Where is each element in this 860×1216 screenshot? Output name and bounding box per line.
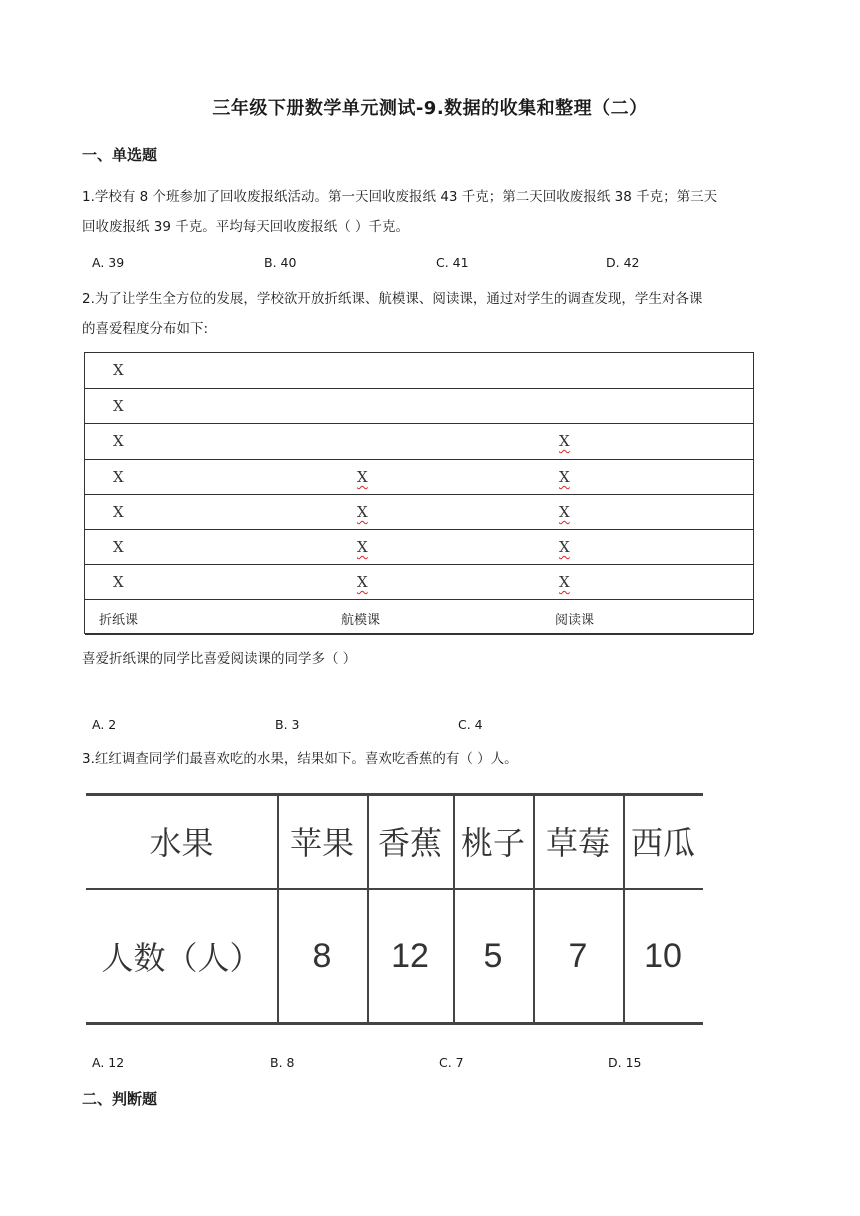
question-1 [82, 182, 782, 242]
tally-row [85, 353, 753, 389]
tally-row [85, 424, 753, 460]
tally-category-label: 航模课 [341, 613, 381, 628]
question-1-line-2: 回收废报纸 39 千克。平均每天回收废报纸（ ）千克。 [82, 219, 410, 235]
tally-category-label: 折纸课 [99, 613, 139, 628]
tally-row [85, 495, 753, 530]
question-3: 3.红红调查同学们最喜欢吃的水果，结果如下。喜欢吃香蕉的有（ ）人。 [82, 751, 518, 767]
option-b[interactable]: B. 3 [275, 717, 300, 732]
question-2 [82, 284, 782, 344]
fruit-survey-table [86, 793, 703, 1025]
tally-mark: X [113, 538, 124, 556]
tally-mark: X [113, 503, 124, 521]
fruit-name-cell: 桃子 [460, 824, 525, 862]
question-1-options [92, 255, 732, 275]
option-d[interactable]: D. 15 [608, 1055, 642, 1070]
question-2-options [92, 717, 732, 737]
tally-mark: X [357, 538, 368, 556]
tally-row [85, 565, 753, 600]
fruit-count-cell: 12 [391, 936, 429, 975]
tally-row [85, 530, 753, 565]
tally-mark: X [559, 468, 570, 486]
option-c[interactable]: C. 7 [439, 1055, 464, 1070]
fruit-count-cell: 8 [312, 936, 332, 975]
fruit-name-cell: 苹果 [289, 824, 354, 862]
option-a[interactable]: A. 12 [92, 1055, 125, 1070]
fruit-name-cell: 香蕉 [377, 824, 442, 862]
tally-mark: X [357, 503, 368, 521]
tally-row [85, 460, 753, 495]
tally-mark: X [113, 573, 124, 591]
section-heading-single-choice: 一、单选题 [82, 146, 158, 164]
row-header-fruit: 水果 [149, 824, 214, 862]
question-2-line-2: 的喜爱程度分布如下: [82, 321, 209, 337]
option-b[interactable]: B. 40 [264, 255, 297, 270]
tally-mark: X [559, 573, 570, 591]
section-heading-true-false: 二、判断题 [82, 1090, 158, 1108]
tally-mark: X [357, 573, 368, 591]
tally-chart [84, 352, 754, 634]
option-b[interactable]: B. 8 [270, 1055, 295, 1070]
page-title: 三年级下册数学单元测试-9.数据的收集和整理（二） [212, 98, 648, 119]
question-2-prompt: 喜爱折纸课的同学比喜爱阅读课的同学多（ ） [82, 651, 357, 667]
tally-mark: X [559, 538, 570, 556]
fruit-count-cell: 10 [644, 936, 682, 975]
option-c[interactable]: C. 41 [436, 255, 469, 270]
tally-mark: X [113, 468, 124, 486]
tally-mark: X [559, 503, 570, 521]
tally-row [85, 389, 753, 424]
option-d[interactable]: D. 42 [606, 255, 640, 270]
question-1-line-1: 1.学校有 8 个班参加了回收废报纸活动。第一天回收废报纸 43 千克；第二天回收废报纸 38 千克；第三天 [82, 189, 718, 205]
tally-mark: X [357, 468, 368, 486]
question-3-options [92, 1055, 732, 1075]
tally-mark: X [113, 397, 124, 415]
option-a[interactable]: A. 2 [92, 717, 117, 732]
fruit-count-cell: 5 [483, 936, 503, 975]
tally-label-row [85, 600, 753, 635]
row-header-count: 人数（人） [101, 939, 262, 977]
tally-mark: X [113, 432, 124, 450]
fruit-name-cell: 西瓜 [630, 824, 695, 862]
tally-mark: X [559, 432, 570, 450]
fruit-count-cell: 7 [568, 936, 588, 975]
option-a[interactable]: A. 39 [92, 255, 125, 270]
option-c[interactable]: C. 4 [458, 717, 483, 732]
question-2-line-1: 2.为了让学生全方位的发展，学校欲开放折纸课、航模课、阅读课，通过对学生的调查发现，学生对各课 [82, 291, 703, 307]
fruit-name-cell: 草莓 [545, 824, 610, 862]
tally-category-label: 阅读课 [555, 613, 595, 628]
tally-mark: X [113, 361, 124, 379]
